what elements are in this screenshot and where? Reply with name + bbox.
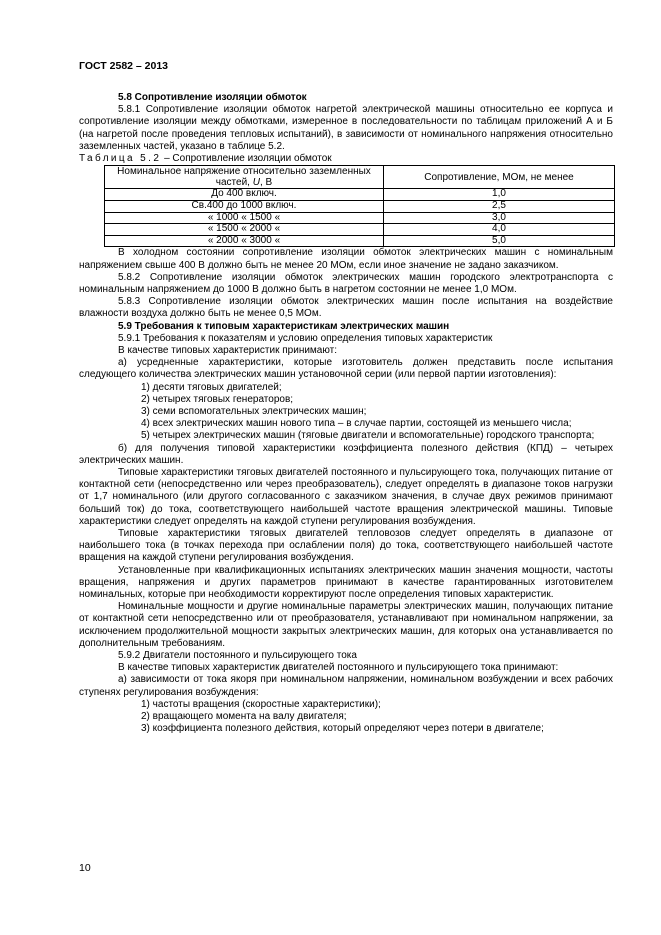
cell-voltage: До 400 включ.: [105, 189, 384, 201]
paragraph-item-b: б) для получения типовой характеристики коэффициента полезного действия (КПД) – четырех электрических машин.: [79, 442, 613, 466]
paragraph-5-8-3: 5.8.3 Сопротивление изоляции обмоток электрических машин после испытания на воздействие влажности воздуха должно быть не менее 0,5 МОм.: [79, 296, 613, 320]
cell-resistance: 2,5: [384, 201, 615, 213]
table-header-row: [105, 166, 615, 189]
paragraph-dc-intro: В качестве типовых характеристик двигателей постоянного и пульсирующего тока принимают:: [118, 662, 559, 674]
table-row: [105, 201, 615, 213]
paragraph-cold-state: В холодном состоянии сопротивление изоляции обмоток электрических машин с номинальным напряжением свыше 400 В должно быть не менее 20 МОм, если иное значение не задано заказчиком.: [79, 247, 613, 271]
paragraph-dc-a: а) зависимости от тока якоря при номинальном напряжении, номинальном возбуждении и всех рабочих ступенях регулирования возбуждения:: [79, 674, 613, 698]
paragraph-traction-1: Типовые характеристики тяговых двигателей постоянного и пульсирующего тока, получающих питание от контактной сети (непосредственно или через преобразователь), следует определять в диапазоне токов нагрузки от 1,7 номинального (или другого согласованного с заказчиком значения, в случае двух режимов принимают больший ток) до тока, соответствующего наибольшей частоте вращения электрической машины. Типовые характеристики следует определять на каждой ступени регулирования возбуждения.: [79, 467, 613, 527]
insulation-resistance-table: [104, 165, 615, 247]
paragraph-5-8-1: 5.8.1 Сопротивление изоляции обмоток нагретой электрической машины относительно ее корпуса и сопротивление изоляции между обмотками, измеренное в последовательности по таблицам приложений А и Б (на нагретой после проведения тепловых испытаний), в зависимости от номинального напряжения относительно заземленных частей, указано в таблице 5.2.: [79, 104, 613, 152]
list-item: 5) четырех электрических машин (тяговые двигатели и вспомогательные) городского транспорта;: [141, 430, 595, 442]
table-caption-label: Таблица 5.2: [79, 153, 162, 165]
list-item: 1) десяти тяговых двигателей;: [141, 381, 282, 393]
page-number: 10: [79, 862, 91, 874]
paragraph-item-a: а) усредненные характеристики, которые изготовитель должен представить после испытания следующего количества электрических машин установочной серии (или первой партии изготовления):: [79, 357, 613, 381]
paragraph-5-9-2: 5.9.2 Двигатели постоянного и пульсирующего тока: [118, 650, 357, 662]
cell-voltage: « 1500 « 2000 «: [105, 224, 384, 236]
paragraph-5-8-2: 5.8.2 Сопротивление изоляции обмоток электрических машин городского электротранспорта с номинальным напряжением до 1000 В должно быть в нагретом состоянии не менее 1,0 МОм.: [79, 271, 613, 295]
paragraph-5-9-1: 5.9.1 Требования к показателям и условию определения типовых характеристик: [118, 332, 493, 344]
paragraph-traction-2: Типовые характеристики тяговых двигателей тепловозов следует определять в диапазоне от наибольшего тока (в точках перехода при ослаблении поля) до тока, соответствующего наибольшей частоте вращения на каждой ступени регулирования возбуждения.: [79, 528, 613, 564]
table-row: [105, 235, 615, 247]
paragraph-types-intro: В качестве типовых характеристик принимают:: [118, 345, 337, 356]
table-row: [105, 224, 615, 236]
list-item: 3) коэффициента полезного действия, который определяют через потери в двигателе;: [141, 723, 544, 735]
section-5-9-title: 5.9 Требования к типовым характеристикам электрических машин: [118, 320, 450, 332]
cell-resistance: 5,0: [384, 235, 615, 247]
paragraph-qualification: Установленные при квалификационных испытаниях электрических машин значения мощности, частоты вращения, напряжения и других параметров принимают в качестве гарантированных изготовителем номинальных, которые при необходимости корректируют после определения типовых характеристик.: [79, 564, 613, 601]
paragraph-nominal: Номинальные мощности и другие номинальные параметры электрических машин, получающих питание от контактной сети непосредственно или от преобразователя, устанавливают при номинальном напряжении, за исключением продолжительной мощности закрытых электрических машин, для которых она устанавливается по дополнительным требованиям.: [79, 601, 613, 649]
list-item: 2) вращающего момента на валу двигателя;: [141, 711, 347, 723]
table-row: [105, 212, 615, 224]
document-header: ГОСТ 2582 – 2013: [79, 60, 169, 72]
cell-voltage: « 2000 « 3000 «: [105, 235, 384, 247]
list-item: 3) семи вспомогательных электрических машин;: [141, 406, 367, 418]
table-caption: [79, 153, 613, 165]
list-item: 4) всех электрических машин нового типа – в случае партии, состоящей из меньшего числа;: [141, 418, 572, 430]
header-voltage: Номинальное напряжение относительно заземленных частей, U, В: [105, 166, 384, 189]
list-item: 1) частоты вращения (скоростные характеристики);: [141, 698, 381, 710]
table-caption-text: – Сопротивление изоляции обмоток: [161, 153, 332, 165]
page-content: [79, 92, 613, 736]
cell-voltage: « 1000 « 1500 «: [105, 212, 384, 224]
table-row: [105, 189, 615, 201]
cell-resistance: 4,0: [384, 224, 615, 236]
section-5-8-title: 5.8 Сопротивление изоляции обмоток: [118, 92, 307, 103]
cell-resistance: 3,0: [384, 212, 615, 224]
cell-resistance: 1,0: [384, 189, 615, 201]
list-item: 2) четырех тяговых генераторов;: [141, 393, 294, 405]
cell-voltage: Св.400 до 1000 включ.: [105, 201, 384, 213]
header-resistance: Сопротивление, МОм, не менее: [384, 166, 615, 189]
